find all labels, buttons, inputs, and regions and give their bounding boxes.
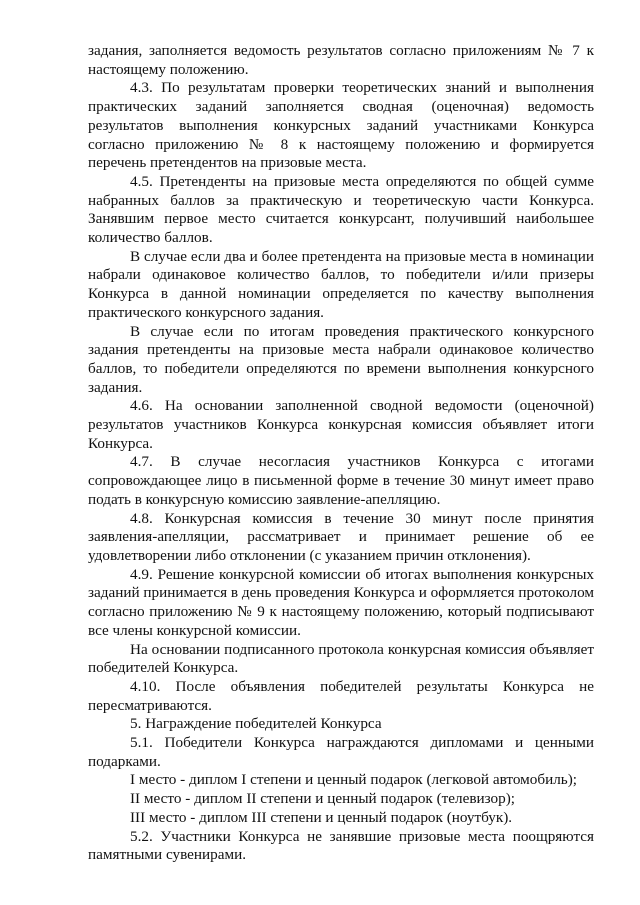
paragraph-4-7: 4.7. В случае несогласия участников Конкурса с итогами сопровождающее лицо в письменной форме в течение 30 минут имеет право подать в конкурсную комиссию заявление-апелляцию. xyxy=(88,453,594,508)
paragraph-4-3: 4.3. По результатам проверки теоретических знаний и выполнения практических заданий заполняется сводная (оценочная) ведомость результатов выполнения конкурсных заданий участниками Конкурса согласно приложению № 8 к настоящему положению и формируется перечень претендентов на призовые места. xyxy=(88,79,594,172)
paragraph-continuation: задания, заполняется ведомость результатов согласно приложениям № 7 к настоящему положению. xyxy=(88,42,594,78)
prize-second-place: II место - диплом II степени и ценный подарок (телевизор); xyxy=(130,790,516,808)
paragraph-protocol: На основании подписанного протокола конкурсная комиссия объявляет победителей Конкурса. xyxy=(88,640,594,677)
paragraph-4-6: 4.6. На основании заполненной сводной ведомости (оценочной) результатов участников Конкурса конкурсная комиссия объявляет итоги Конкурса. xyxy=(88,397,594,452)
paragraph-4-5: 4.5. Претенденты на призовые места определяются по общей сумме набранных баллов за практическую и теоретическую части Конкурса. Занявшим первое место считается конкурсант, получивший наибольшее количество баллов. xyxy=(88,172,594,247)
document-page xyxy=(88,42,594,865)
paragraph-tie-nomination: В случае если два и более претендента на призовые места в номинации набрали одинаковое количество баллов, то победители и/или призеры Конкурса в данной номинации определяется по качеству выполнения практического конкурсного задания. xyxy=(88,247,594,321)
prize-first-place: I место - диплом I степени и ценный подарок (легковой автомобиль); xyxy=(130,771,577,789)
paragraph-tie-time: В случае если по итогам проведения практического конкурсного задания претенденты на призовые места набрали одинаковое количество баллов, то победители определяются по времени выполнения конкурсного задания. xyxy=(88,322,594,396)
paragraph-5-2: 5.2. Участники Конкурса не занявшие призовые места поощряются памятными сувенирами. xyxy=(88,827,594,864)
section-heading-5: 5. Награждение победителей Конкурса xyxy=(130,715,382,733)
prize-third-place: III место - диплом III степени и ценный подарок (ноутбук). xyxy=(130,808,513,826)
paragraph-4-9: 4.9. Решение конкурсной комиссии об итогах выполнения конкурсных заданий принимается в день проведения Конкурса и оформляется протоколом согласно приложению № 9 к настоящему положению, который подписывают все члены конкурсной комиссии. xyxy=(88,565,594,639)
paragraph-5-1: 5.1. Победители Конкурса награждаются дипломами и ценными подарками. xyxy=(88,734,594,770)
paragraph-4-10: 4.10. После объявления победителей результаты Конкурса не пересматриваются. xyxy=(88,677,594,714)
paragraph-4-8: 4.8. Конкурсная комиссия в течение 30 минут после принятия заявления-апелляции, рассматривает и принимает решение об ее удовлетворении либо отклонении (с указанием причин отклонения). xyxy=(88,509,594,564)
